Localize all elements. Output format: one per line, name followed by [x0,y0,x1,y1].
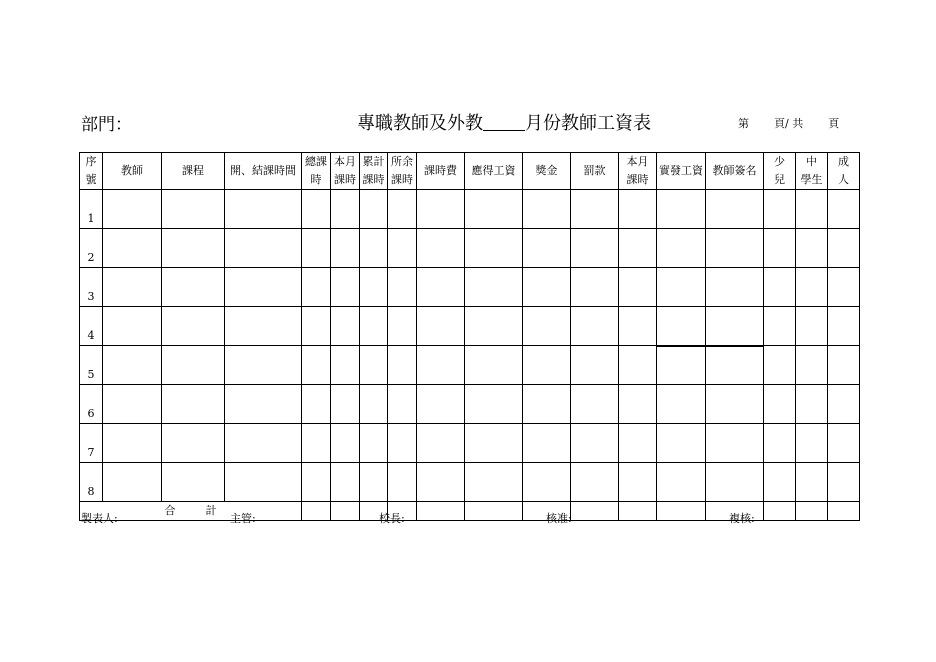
table-cell[interactable] [162,229,225,268]
table-cell[interactable] [828,346,860,385]
table-cell[interactable] [619,229,657,268]
table-cell[interactable] [571,424,619,463]
table-cell[interactable] [162,424,225,463]
table-cell[interactable] [619,463,657,502]
table-cell[interactable] [162,268,225,307]
table-cell[interactable] [764,268,796,307]
page-label-1: 第 [738,117,749,130]
table-row [80,385,860,424]
table-cell[interactable] [657,190,706,229]
table-cell[interactable] [706,463,764,502]
table-cell[interactable] [523,268,571,307]
column-header-line1: 序 [85,155,97,168]
column-header [162,153,225,190]
table-cell[interactable] [388,190,417,229]
table-cell[interactable] [764,307,796,346]
table-cell[interactable] [657,229,706,268]
table-cell[interactable] [465,190,523,229]
table-cell[interactable] [523,424,571,463]
table-cell[interactable] [619,268,657,307]
column-header-line2: 兒 [774,173,785,186]
table-cell[interactable] [764,424,796,463]
table-cell[interactable] [103,346,162,385]
table-cell[interactable] [162,385,225,424]
table-cell[interactable] [417,463,465,502]
table-cell[interactable] [465,346,523,385]
row-number: 5 [80,346,103,385]
table-cell[interactable] [162,307,225,346]
table-cell[interactable] [417,385,465,424]
total-cell[interactable] [417,502,465,521]
column-header [571,153,619,190]
table-cell[interactable] [388,424,417,463]
column-header [103,153,162,190]
table-cell[interactable] [225,424,302,463]
column-header [523,153,571,190]
table-cell[interactable] [828,268,860,307]
table-cell[interactable] [657,463,706,502]
column-header-line2: 課時 [391,173,413,186]
table-cell[interactable] [388,346,417,385]
table-cell[interactable] [619,385,657,424]
table-cell[interactable] [302,346,331,385]
table-cell[interactable] [103,190,162,229]
column-header-line1: 罰款 [583,164,606,177]
table-cell[interactable] [417,346,465,385]
table-cell[interactable] [571,268,619,307]
salary-table [79,152,860,521]
table-cell[interactable] [331,307,360,346]
footer-review: 複核: [729,512,755,525]
title-prefix: 專職教師及外教 [357,113,483,134]
table-cell[interactable] [103,463,162,502]
row-number: 2 [80,229,103,268]
table-cell[interactable] [619,346,657,385]
table-row [80,268,860,307]
column-header [706,153,764,190]
table-cell[interactable] [103,385,162,424]
total-cell[interactable] [828,502,860,521]
table-row [80,190,860,229]
table-cell[interactable] [828,307,860,346]
table-cell[interactable] [523,463,571,502]
column-header [417,153,465,190]
table-cell[interactable] [360,385,388,424]
total-label-2: 計 [205,504,217,517]
table-cell[interactable] [360,424,388,463]
month-blank-field[interactable] [483,113,525,131]
table-cell[interactable] [331,229,360,268]
table-cell[interactable] [103,268,162,307]
table-cell[interactable] [764,229,796,268]
column-header-line1: 累計 [362,155,385,168]
table-cell[interactable] [796,385,828,424]
footer-supervisor: 主管: [230,512,256,525]
column-header-line1: 總課 [305,155,327,168]
page-info [738,115,839,131]
table-cell[interactable] [103,307,162,346]
column-header [465,153,523,190]
column-header-line2: 號 [85,173,97,186]
page-title [357,109,651,135]
page-label-3: 頁 [828,117,840,130]
total-cell[interactable] [657,502,706,521]
table-cell[interactable] [828,463,860,502]
table-cell[interactable] [417,268,465,307]
column-header-line2: 時 [310,173,322,186]
table-cell[interactable] [706,229,764,268]
table-cell[interactable] [225,229,302,268]
column-header [225,153,302,190]
table-cell[interactable] [360,229,388,268]
table-cell[interactable] [225,190,302,229]
table-cell[interactable] [388,385,417,424]
total-label-1: 合 [164,504,176,517]
table-cell[interactable] [465,307,523,346]
table-cell[interactable] [796,424,828,463]
column-header-line1: 開、結課時間 [230,164,296,177]
table-cell[interactable] [103,424,162,463]
table-row [80,424,860,463]
table-cell[interactable] [571,307,619,346]
table-cell[interactable] [360,346,388,385]
table-cell[interactable] [764,190,796,229]
table-cell[interactable] [828,190,860,229]
table-cell[interactable] [523,385,571,424]
column-header [302,153,331,190]
table-cell[interactable] [828,424,860,463]
table-cell[interactable] [657,307,706,346]
table-cell[interactable] [465,385,523,424]
row-number: 6 [80,385,103,424]
column-header [619,153,657,190]
table-cell[interactable] [162,463,225,502]
table-cell[interactable] [706,346,764,385]
column-header-line1: 獎金 [535,164,558,177]
table-cell[interactable] [828,229,860,268]
column-header-line1: 本月 [334,155,356,168]
table-cell[interactable] [162,190,225,229]
table-cell[interactable] [331,463,360,502]
table-cell[interactable] [571,346,619,385]
header-row [80,153,860,190]
title-suffix: 月份教師工資表 [525,113,651,134]
table-cell[interactable] [388,307,417,346]
total-cell[interactable] [796,502,828,521]
table-cell[interactable] [796,190,828,229]
table-cell[interactable] [796,307,828,346]
row-number: 7 [80,424,103,463]
footer-maker: 製表人: [81,512,118,525]
table-cell[interactable] [523,307,571,346]
table-cell[interactable] [764,346,796,385]
table-cell[interactable] [331,385,360,424]
table-cell[interactable] [302,268,331,307]
total-cell[interactable] [571,502,619,521]
table-cell[interactable] [657,268,706,307]
column-header-line1: 成 [838,155,849,168]
table-cell[interactable] [417,229,465,268]
table-row [80,307,860,346]
column-header-line1: 實發工資 [659,164,703,177]
table-cell[interactable] [571,385,619,424]
table-cell[interactable] [657,385,706,424]
table-cell[interactable] [103,229,162,268]
column-header [796,153,828,190]
table-cell[interactable] [417,190,465,229]
column-header [388,153,417,190]
column-header-line1: 本月 [626,155,649,168]
column-header-line1: 教師 [121,164,143,177]
column-header-line1: 所余 [391,155,413,168]
table-cell[interactable] [417,424,465,463]
row-number: 1 [80,190,103,229]
column-header-line1: 課程 [182,164,204,177]
table-cell[interactable] [225,307,302,346]
column-header-line2: 課時 [334,173,356,186]
page-label-2: 頁/ 共 [774,117,804,130]
table-cell[interactable] [302,424,331,463]
table-cell[interactable] [657,346,706,385]
table-row [80,229,860,268]
table-cell[interactable] [360,268,388,307]
table-cell[interactable] [360,463,388,502]
footer-approval: 核准: [546,512,572,525]
table-cell[interactable] [571,190,619,229]
table-cell[interactable] [796,229,828,268]
table-cell[interactable] [619,424,657,463]
column-header-line2: 學生 [800,173,823,186]
table-cell[interactable] [706,307,764,346]
table-cell[interactable] [388,268,417,307]
table-cell[interactable] [657,424,706,463]
column-header [331,153,360,190]
department-label: 部門： [81,115,132,135]
table-cell[interactable] [331,268,360,307]
table-cell[interactable] [571,463,619,502]
table-cell[interactable] [828,385,860,424]
table-cell[interactable] [706,424,764,463]
table-cell[interactable] [523,229,571,268]
table-cell[interactable] [523,190,571,229]
column-header [764,153,796,190]
table-cell[interactable] [523,346,571,385]
table-cell[interactable] [706,268,764,307]
column-header-line1: 教師簽名 [712,164,757,177]
table-cell[interactable] [796,268,828,307]
column-header-line2: 人 [838,173,849,186]
table-cell[interactable] [302,307,331,346]
total-cell[interactable] [331,502,360,521]
column-header-line1: 應得工資 [471,164,516,177]
table-cell[interactable] [388,229,417,268]
row-number: 3 [80,268,103,307]
table-cell[interactable] [360,307,388,346]
table-row [80,346,860,385]
table-cell[interactable] [388,463,417,502]
column-header [360,153,388,190]
table-cell[interactable] [764,463,796,502]
column-header-line1: 課時費 [424,164,457,177]
column-header-line1: 少 [774,155,785,168]
column-header [828,153,860,190]
column-header-line1: 中 [806,155,817,168]
column-header-line2: 課時 [626,173,649,186]
table-cell[interactable] [162,346,225,385]
total-cell[interactable] [619,502,657,521]
table-cell[interactable] [331,190,360,229]
table-cell[interactable] [360,190,388,229]
table-cell[interactable] [465,424,523,463]
row-number: 8 [80,463,103,502]
table-cell[interactable] [796,463,828,502]
table-cell[interactable] [465,463,523,502]
table-cell[interactable] [619,190,657,229]
table-cell[interactable] [225,463,302,502]
table-cell[interactable] [796,346,828,385]
total-cell[interactable] [302,502,331,521]
total-cell[interactable] [764,502,796,521]
table-cell[interactable] [302,463,331,502]
total-cell[interactable] [465,502,523,521]
table-cell[interactable] [706,385,764,424]
column-header-line2: 課時 [362,173,385,186]
footer-principal: 校長: [379,512,405,525]
table-cell[interactable] [225,268,302,307]
table-row [80,463,860,502]
column-header [80,153,103,190]
table-cell[interactable] [571,229,619,268]
table-cell[interactable] [619,307,657,346]
row-number: 4 [80,307,103,346]
table-cell[interactable] [465,268,523,307]
table-cell[interactable] [417,307,465,346]
table-cell[interactable] [331,424,360,463]
table-cell[interactable] [331,346,360,385]
column-header [657,153,706,190]
table-cell[interactable] [706,190,764,229]
table-cell[interactable] [302,229,331,268]
table-cell[interactable] [302,190,331,229]
table-cell[interactable] [764,385,796,424]
table-cell[interactable] [225,385,302,424]
table-cell[interactable] [225,346,302,385]
table-cell[interactable] [302,385,331,424]
table-cell[interactable] [465,229,523,268]
